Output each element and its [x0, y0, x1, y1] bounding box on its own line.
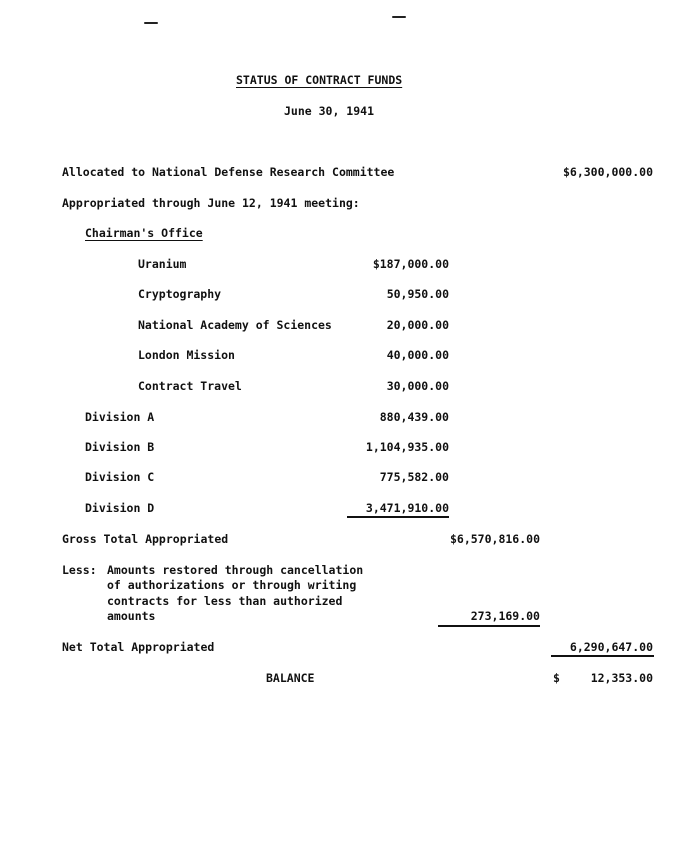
net-total-amount: 6,290,647.00 — [569, 640, 653, 654]
net-rule — [551, 655, 654, 657]
division-label-a: Division A — [85, 410, 155, 424]
division-amount-d: 3,471,910.00 — [365, 501, 449, 515]
subtotal-rule — [347, 516, 449, 518]
allocated-label: Allocated to National Defense Research Committee — [62, 165, 395, 179]
item-label-cryptography: Cryptography — [138, 287, 222, 301]
allocated-amount: $6,300,000.00 — [562, 165, 653, 179]
item-label-london-mission: London Mission — [138, 348, 235, 362]
item-amount-cryptography: 50,950.00 — [386, 287, 449, 301]
item-label-contract-travel: Contract Travel — [138, 379, 242, 393]
less-line: of authorizations or through writing — [107, 578, 357, 592]
less-line: amounts — [107, 609, 156, 623]
balance-label: BALANCE — [266, 671, 315, 685]
gross-total-amount: $6,570,816.00 — [449, 532, 540, 546]
less-line: contracts for less than authorized — [107, 594, 343, 608]
chairmans-office-heading: Chairman's Office — [85, 226, 203, 240]
gross-total-label: Gross Total Appropriated — [62, 532, 229, 546]
less-amount: 273,169.00 — [470, 609, 540, 623]
appropriated-heading: Appropriated through June 12, 1941 meeting: — [62, 196, 360, 210]
item-label-uranium: Uranium — [138, 257, 187, 271]
balance-amount: 12,353.00 — [590, 671, 653, 685]
division-amount-b: 1,104,935.00 — [365, 440, 449, 454]
less-line: Amounts restored through cancellation — [107, 563, 364, 577]
scan-mark — [392, 16, 406, 18]
less-rule — [438, 625, 540, 627]
page-title: STATUS OF CONTRACT FUNDS — [236, 73, 403, 87]
item-amount-london-mission: 40,000.00 — [386, 348, 449, 362]
division-amount-c: 775,582.00 — [379, 470, 449, 484]
item-amount-uranium: $187,000.00 — [372, 257, 449, 271]
balance-dollar: $ — [553, 671, 560, 685]
scan-mark — [144, 22, 158, 24]
division-amount-a: 880,439.00 — [379, 410, 449, 424]
division-label-b: Division B — [85, 440, 155, 454]
less-prefix: Less: — [62, 563, 97, 577]
net-total-label: Net Total Appropriated — [62, 640, 215, 654]
division-label-c: Division C — [85, 470, 155, 484]
division-label-d: Division D — [85, 501, 155, 515]
document-date: June 30, 1941 — [284, 104, 375, 118]
item-label-nas: National Academy of Sciences — [138, 318, 332, 332]
item-amount-contract-travel: 30,000.00 — [386, 379, 449, 393]
item-amount-nas: 20,000.00 — [386, 318, 449, 332]
